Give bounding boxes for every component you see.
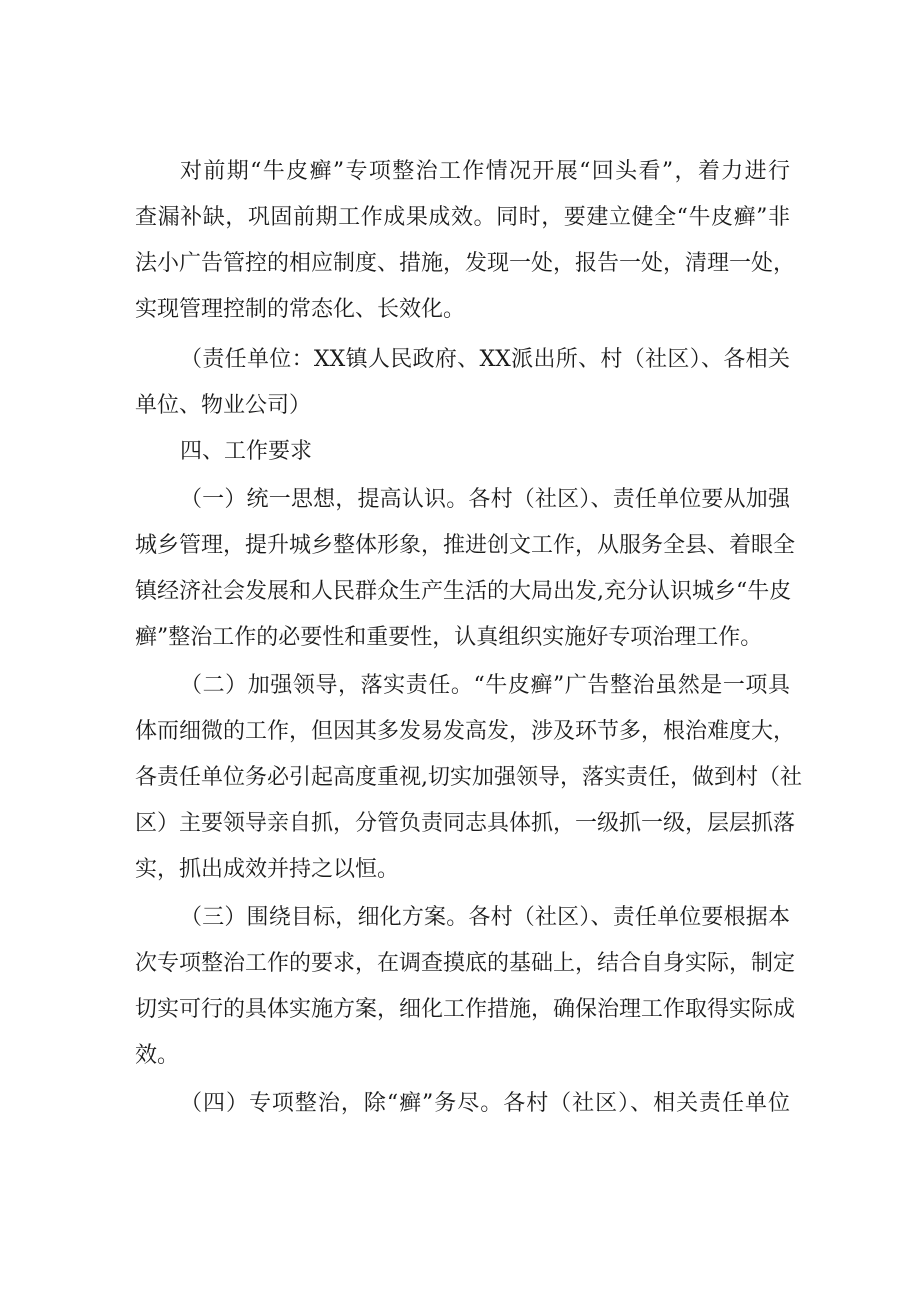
paragraph-1-line-4: 实现管理控制的常态化、长效化。 bbox=[135, 297, 466, 322]
responsibility-line-2: 单位、物业公司） bbox=[135, 393, 312, 418]
item-3-line-4: 效。 bbox=[135, 1043, 180, 1068]
paragraph-1-line-2: 查漏补缺，巩固前期工作成果成效。同时，要建立健全“牛皮癣”非 bbox=[135, 205, 790, 230]
item-4-line-1: （四）专项整治，除“癣”务尽。各村（社区）、相关责任单位 bbox=[180, 1091, 790, 1116]
item-1-line-1: （一）统一思想，提高认识。各村（社区）、责任单位要从加强 bbox=[180, 487, 790, 512]
item-3-line-3: 切实可行的具体实施方案，细化工作措施，确保治理工作取得实际成 bbox=[135, 997, 796, 1022]
item-1-line-3: 镇经济社会发展和人民群众生产生活的大局出发,充分认识城乡“牛皮 bbox=[135, 579, 792, 604]
item-1-line-2: 城乡管理，提升城乡整体形象，推进创文工作，从服务全县、着眼全 bbox=[135, 533, 796, 558]
item-2-line-5: 实，抓出成效并持之以恒。 bbox=[135, 857, 400, 882]
item-3-line-2: 次专项整治工作的要求，在调查摸底的基础上，结合自身实际，制定 bbox=[135, 951, 796, 976]
item-2-line-4: 区）主要领导亲自抓，分管负责同志具体抓，一级抓一级，层层抓落 bbox=[135, 811, 796, 836]
item-2-line-1: （二）加强领导，落实责任。“牛皮癣”广告整治虽然是一项具 bbox=[180, 673, 790, 698]
section-heading: 四、工作要求 bbox=[180, 439, 313, 464]
item-1-line-4: 癣”整治工作的必要性和重要性，认真组织实施好专项治理工作。 bbox=[135, 625, 763, 650]
responsibility-line-1: （责任单位：XX镇人民政府、XX派出所、村（社区）、各相关 bbox=[180, 347, 790, 372]
item-3-line-1: （三）围绕目标，细化方案。各村（社区）、责任单位要根据本 bbox=[180, 905, 790, 930]
paragraph-1-line-1: 对前期“牛皮癣”专项整治工作情况开展“回头看”，着力进行 bbox=[180, 159, 790, 184]
item-2-line-3: 各责任单位务必引起高度重视,切实加强领导，落实责任，做到村（社 bbox=[135, 765, 802, 790]
paragraph-1-line-3: 法小广告管控的相应制度、措施，发现一处，报告一处，清理一处， bbox=[135, 251, 796, 276]
item-2-line-2: 体而细微的工作，但因其多发易发高发，涉及环节多，根治难度大， bbox=[135, 719, 796, 744]
